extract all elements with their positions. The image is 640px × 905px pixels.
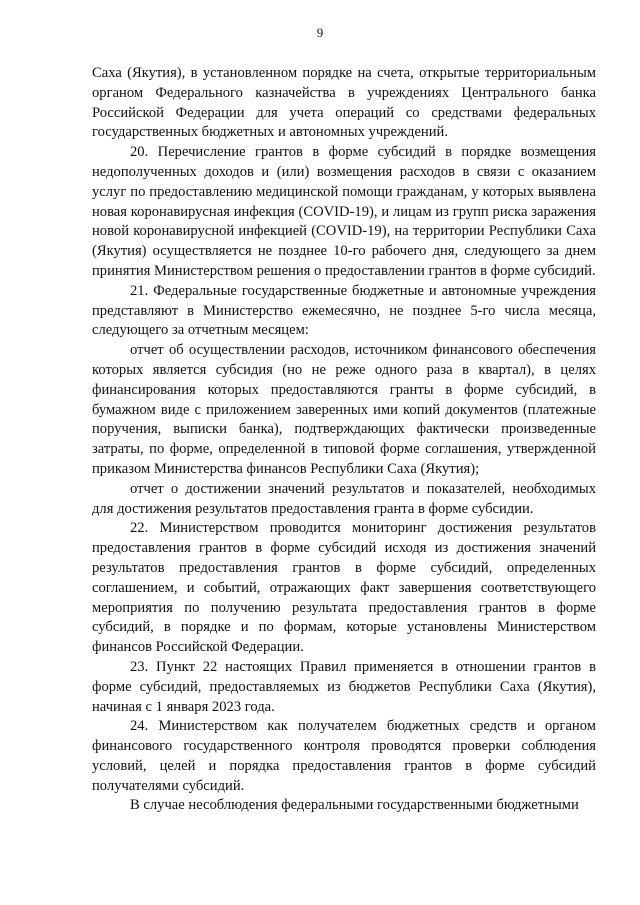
document-body [92,64,596,816]
paragraph-continuation: Саха (Якутия), в установленном порядке на счета, открытые территориальным органом Федерального казначейства в учреждениях Центрального банка Российской Федерации для учета операций со средствами федеральных государственных бюджетных и автономных учреждений. [92,65,596,141]
page-number: 9 [316,25,324,40]
paragraph-item-20: 20. Перечисление грантов в форме субсидий в порядке возмещения недополученных доходов и (или) возмещения расходов в связи с оказанием услуг по предоставлению медицинской помощи гражданам, у которых выявлена новая коронавирусная инфекция (COVID-19), и лицам из групп риска заражения новой коронавирусной инфекцией (COVID-19), на территории Республики Саха (Якутия) осуществляется не позднее 10-го рабочего дня, следующего за днем принятия Министерством решения о предоставлении грантов в форме субсидий. [92,144,596,279]
paragraph-item-23: 23. Пункт 22 настоящих Правил применяется в отношении грантов в форме субсидий, предоставляемых из бюджетов Республики Саха (Якутия), начиная с 1 января 2023 года. [92,658,596,715]
paragraph-report-results: отчет о достижении значений результатов и показателей, необходимых для достижения результатов предоставления гранта в форме субсидии. [92,480,596,517]
paragraph-item-21: 21. Федеральные государственные бюджетные и автономные учреждения представляют в Министерство ежемесячно, не позднее 5-го числа месяца, следующего за отчетным месяцем: [92,282,596,339]
paragraph-report-expenses: отчет об осуществлении расходов, источником финансового обеспечения которых является субсидия (но не реже одного раза в квартал), в целях финансирования которых предоставляются гранты в форме субсидий, в бумажном виде с приложением заверенных ими копий документов (платежные поручения, выписки банка), подтверждающих фактически произведенные затраты, по форме, определенной в типовой форме соглашения, утвержденной приказом Министерства финансов Республики Саха (Якутия); [92,342,596,477]
paragraph-item-24: 24. Министерством как получателем бюджетных средств и органом финансового государственного контроля проводятся проверки соблюдения условий, целей и порядка предоставления грантов в форме субсидий получателями субсидий. [92,718,596,794]
paragraph-noncompliance: В случае несоблюдения федеральными государственными бюджетными [130,797,579,814]
paragraph-item-22: 22. Министерством проводится мониторинг достижения результатов предоставления грантов в форме субсидий исходя из достижения значений результатов предоставления грантов в форме субсидий, определенных соглашением, и событий, отражающих факт завершения соответствующего мероприятия по получению результата предоставления грантов в форме субсидий, в порядке и по формам, которые установлены Министерством финансов Российской Федерации. [92,520,596,656]
